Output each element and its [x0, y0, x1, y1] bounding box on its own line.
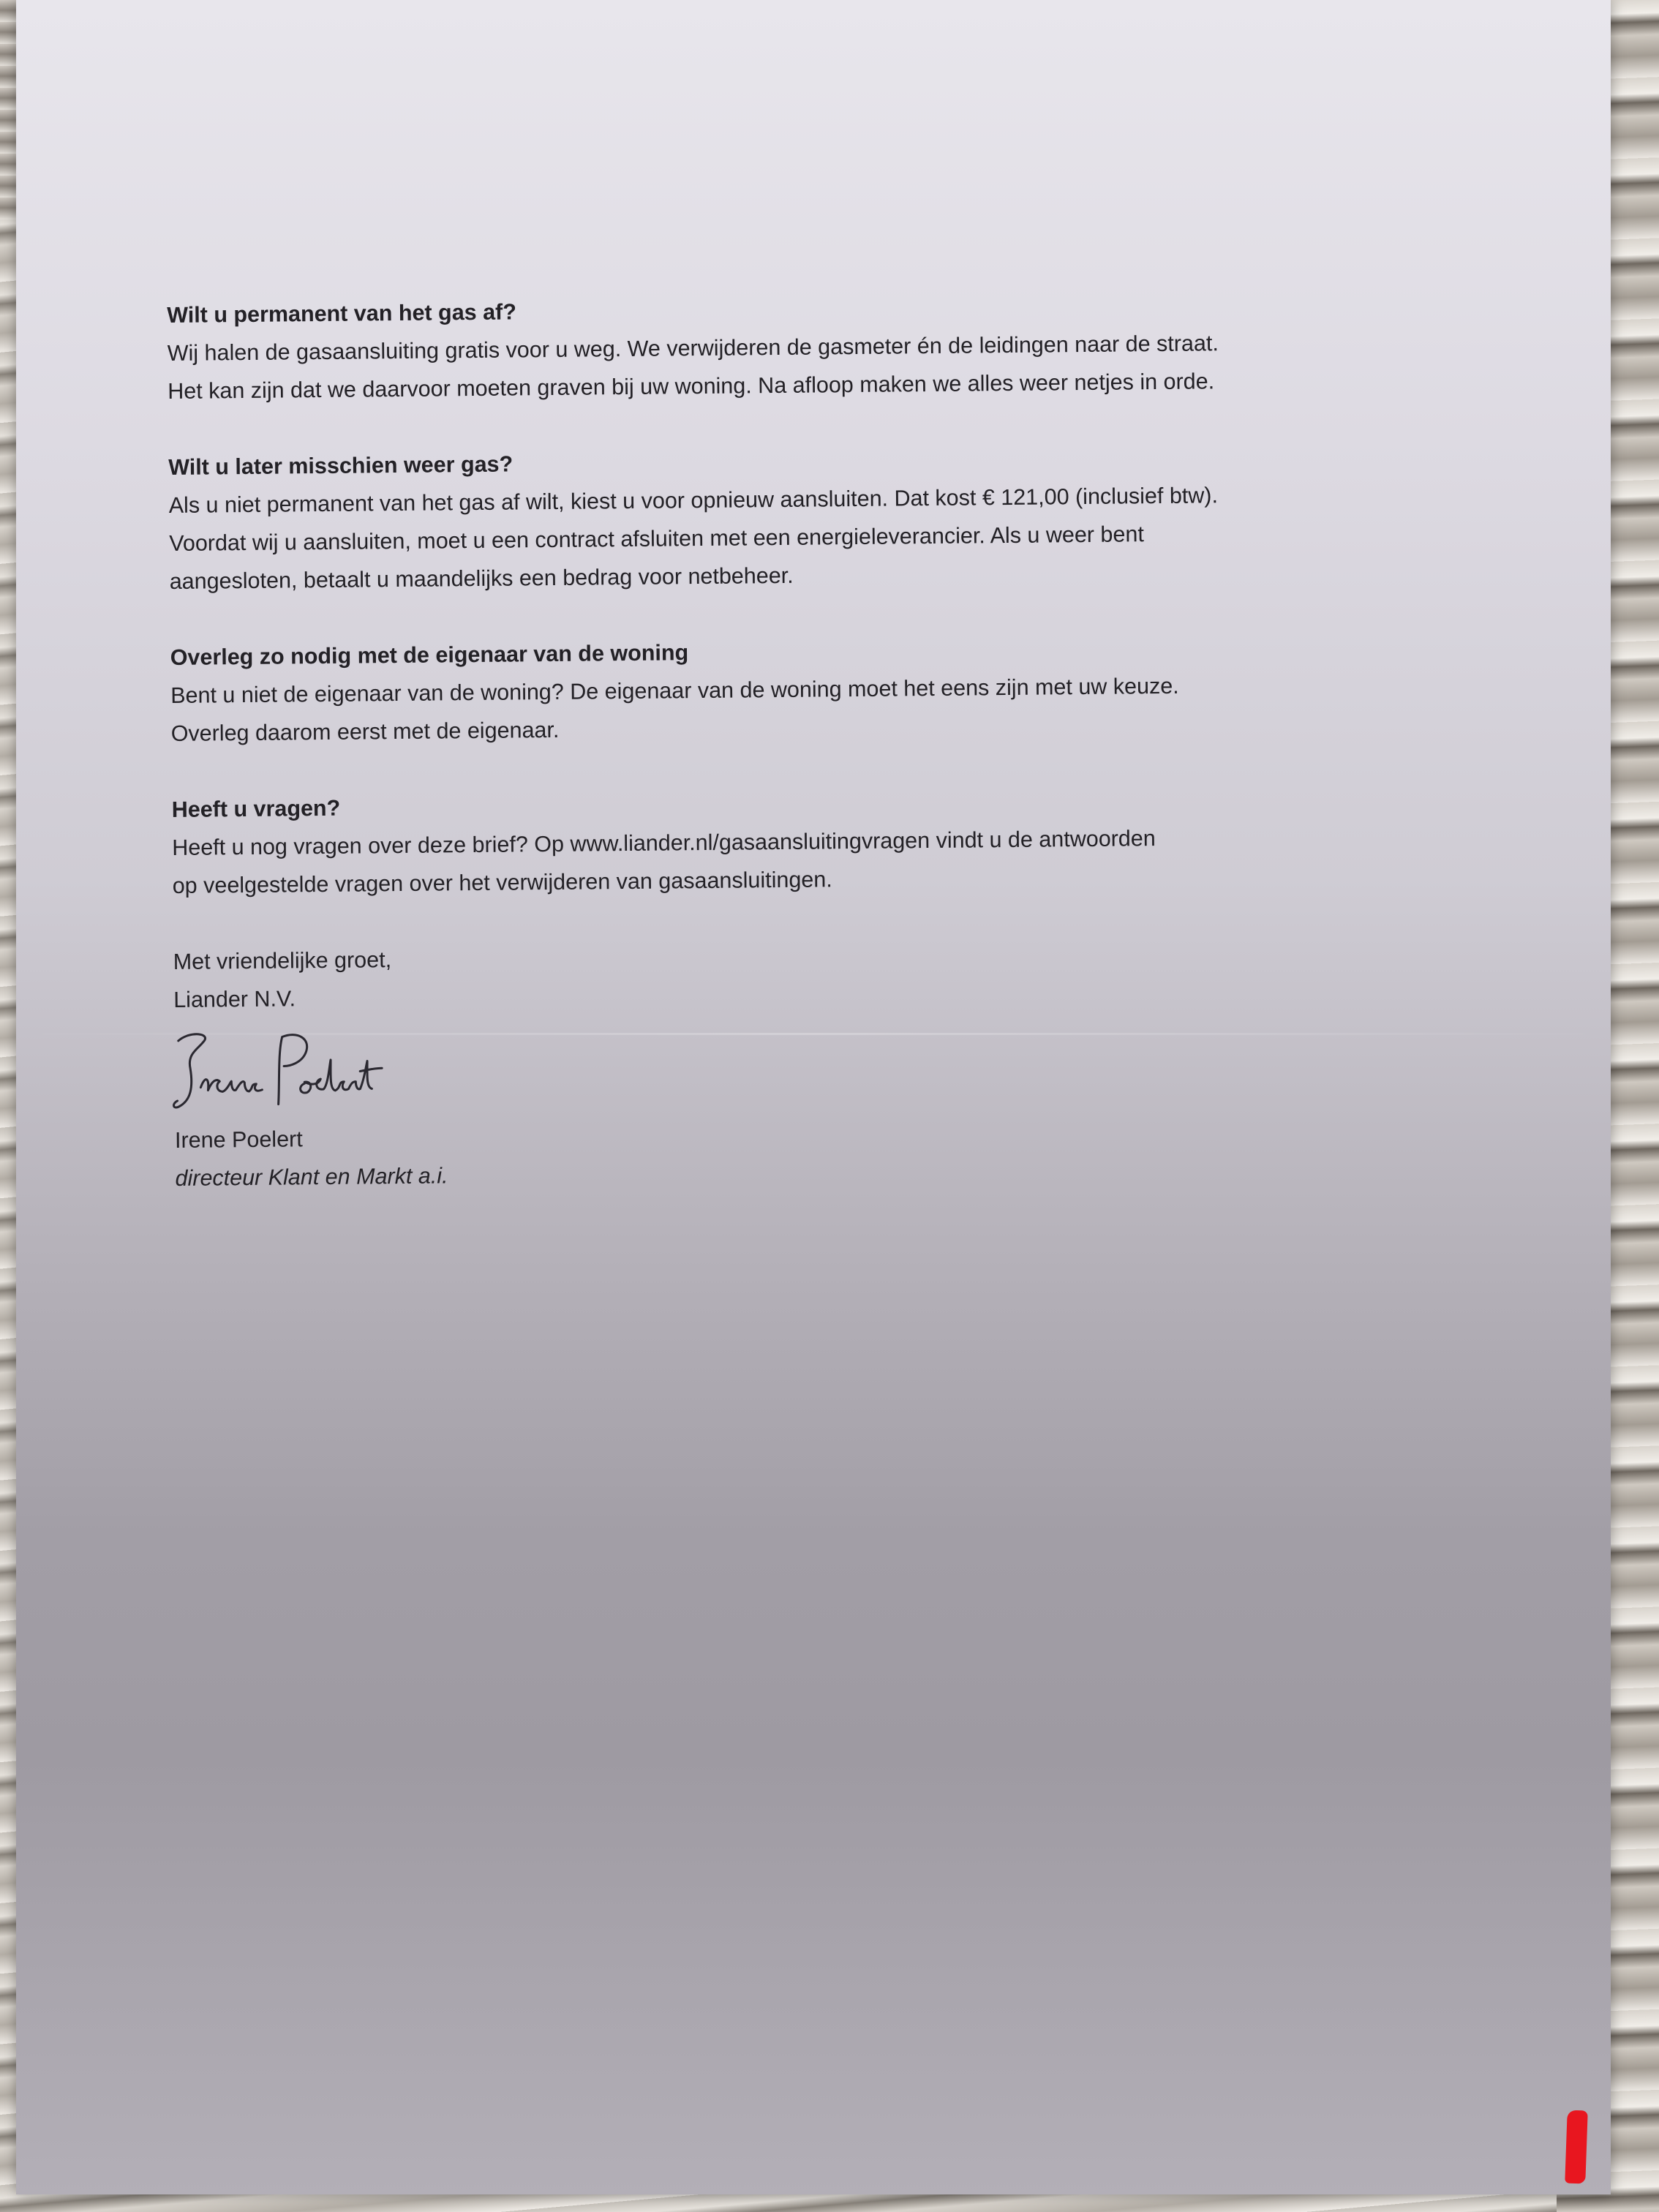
section-permanent-gas-off	[167, 284, 1455, 410]
letter-content	[167, 284, 1463, 1197]
closing-greeting: Met vriendelijke groet,	[173, 947, 392, 974]
section-body: Bent u niet de eigenaar van de woning? De eigenaar van de woning moet het eens zijn met uw keuze. Overleg daarom eerst met de eigenaar.	[170, 673, 1179, 746]
section-heading: Overleg zo nodig met de eigenaar van de woning	[170, 640, 689, 670]
section-body: Als u niet permanent van het gas af wilt, kiest u voor opnieuw aansluiten. Dat kost € 121,00 (inclusief btw). Voordat wij u aansluiten, moet u een contract afsluiten met een energieleverancier. Als u weer bent aangesloten, betaalt u maandelijks een bedrag voor netbeheer.	[168, 483, 1219, 594]
section-body: Heeft u nog vragen over deze brief? Op www.liander.nl/gasaansluitingvragen vindt u de antwoorden op veelgestelde vragen over het verwijderen van gasaansluitingen.	[172, 826, 1156, 898]
signer-title: directeur Klant en Markt a.i.	[175, 1163, 448, 1191]
section-consult-owner	[170, 626, 1458, 753]
section-body: Wij halen de gasaansluiting gratis voor u weg. We verwijderen de gasmeter én de leidingen naar de straat. Het kan zijn dat we daarvoor moeten graven bij uw woning. Na afloop maken we alles weer netjes in orde.	[167, 331, 1219, 404]
section-heading: Wilt u permanent van het gas af?	[167, 299, 517, 328]
signer-name: Irene Poelert	[174, 1126, 303, 1153]
handwritten-signature	[168, 1023, 403, 1120]
company-name: Liander N.V.	[173, 986, 296, 1012]
red-marker-spot	[1565, 2110, 1587, 2184]
section-heading: Wilt u later misschien weer gas?	[168, 451, 514, 480]
letter-closing	[173, 930, 1462, 1197]
section-heading: Heeft u vragen?	[171, 795, 341, 822]
section-questions	[171, 778, 1459, 905]
section-later-gas-again	[168, 436, 1457, 601]
